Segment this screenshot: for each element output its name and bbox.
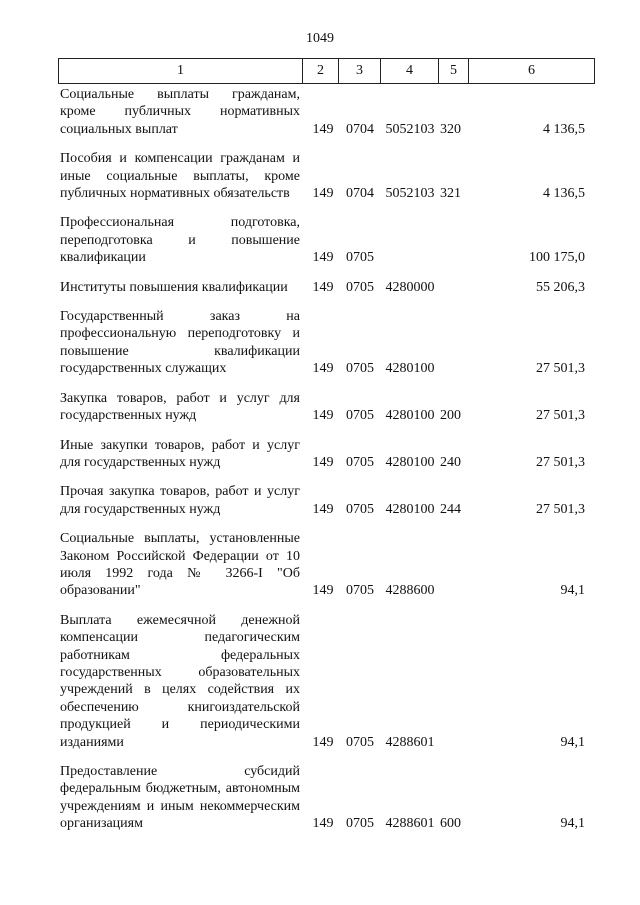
row-gr-code: 149 [312, 501, 334, 517]
row-gr-code: 149 [312, 816, 334, 832]
row-amount: 94,1 [560, 734, 585, 750]
header-col-3: 3 [339, 59, 381, 83]
row-amount: 100 175,0 [529, 250, 585, 266]
header-col-1: 1 [59, 59, 303, 83]
row-expense-type: 321 [440, 186, 461, 202]
table-row [60, 612, 600, 751]
row-name: Закупка товаров, работ и услуг для государственных нужд [60, 390, 300, 424]
row-expense-type: 244 [440, 501, 461, 517]
table-row [60, 279, 600, 296]
row-target-code: 4280100 [385, 408, 435, 424]
row-target-code: 5052103 [385, 121, 435, 137]
row-name: Иные закупки товаров, работ и услуг для государственных нужд [60, 437, 300, 470]
row-section-code: 0705 [346, 408, 374, 424]
row-section-code: 0705 [346, 816, 374, 832]
row-section-code: 0705 [346, 734, 374, 750]
row-amount: 94,1 [560, 583, 585, 599]
header-col-5: 5 [439, 59, 469, 83]
row-name: Социальные выплаты, установленные Законом Российской Федерации от 10 июля 1992 года № 3266-I "Об образовании" [60, 531, 300, 599]
row-gr-code: 149 [312, 408, 334, 424]
table-row [60, 150, 600, 202]
row-expense-type: 320 [440, 121, 461, 137]
row-target-code: 4280000 [385, 279, 435, 295]
row-amount: 27 501,3 [536, 408, 585, 424]
row-expense-type: 600 [440, 816, 461, 832]
table-row [60, 437, 600, 472]
row-name: Социальные выплаты гражданам, кроме публичных нормативных социальных выплат [60, 87, 300, 137]
row-gr-code: 149 [312, 279, 334, 295]
row-name: Государственный заказ на профессиональную переподготовку и повышение квалификации государственных служащих [60, 309, 300, 377]
table-row [60, 390, 600, 425]
header-col-4: 4 [381, 59, 439, 83]
table-body [60, 86, 600, 845]
row-amount: 27 501,3 [536, 454, 585, 470]
row-gr-code: 149 [312, 583, 334, 599]
table-header [58, 58, 595, 84]
table-row [60, 214, 600, 266]
row-name: Пособия и компенсации гражданам и иные социальные выплаты, кроме публичных нормативных обязательств [60, 151, 300, 202]
table-row [60, 483, 600, 518]
row-gr-code: 149 [312, 186, 334, 202]
row-amount: 4 136,5 [543, 186, 585, 202]
row-expense-type: 240 [440, 454, 461, 470]
header-col-6: 6 [528, 63, 535, 78]
row-gr-code: 149 [312, 454, 334, 470]
row-amount: 94,1 [560, 816, 585, 832]
page-number: 1049 [306, 31, 334, 46]
row-gr-code: 149 [312, 121, 334, 137]
row-name: Институты повышения квалификации [60, 279, 288, 295]
row-target-code: 4280100 [385, 361, 435, 377]
row-section-code: 0705 [346, 250, 374, 266]
row-gr-code: 149 [312, 250, 334, 266]
row-section-code: 0705 [346, 279, 374, 295]
table-row [60, 763, 600, 833]
row-section-code: 0705 [346, 361, 374, 377]
row-section-code: 0705 [346, 454, 374, 470]
row-name: Выплата ежемесячной денежной компенсации педагогическим работникам федеральных государственных образовательных учреждений в целях содействия их обеспечению книгоиздательской продукцией и периодическими изданиями [60, 612, 300, 750]
row-target-code: 4288601 [385, 816, 435, 832]
table-row [60, 86, 600, 138]
row-gr-code: 149 [312, 734, 334, 750]
row-target-code: 4288600 [385, 583, 435, 599]
row-name: Предоставление субсидий федеральным бюджетным, автономным учреждениям и иным некоммерческим организациям [60, 764, 300, 832]
row-amount: 4 136,5 [543, 121, 585, 137]
row-name: Прочая закупка товаров, работ и услуг для государственных нужд [60, 484, 300, 517]
row-target-code: 4288601 [385, 734, 435, 750]
row-target-code: 4280100 [385, 501, 435, 517]
row-section-code: 0704 [346, 121, 374, 137]
row-section-code: 0704 [346, 186, 374, 202]
row-name: Профессиональная подготовка, переподготовка и повышение квалификации [60, 215, 300, 266]
row-expense-type: 200 [440, 408, 461, 424]
row-target-code: 5052103 [385, 186, 435, 202]
row-amount: 55 206,3 [536, 279, 585, 295]
row-amount: 27 501,3 [536, 501, 585, 517]
table-row [60, 530, 600, 600]
row-section-code: 0705 [346, 501, 374, 517]
row-section-code: 0705 [346, 583, 374, 599]
row-amount: 27 501,3 [536, 361, 585, 377]
table-row [60, 308, 600, 378]
header-col-2: 2 [303, 59, 339, 83]
row-gr-code: 149 [312, 361, 334, 377]
row-target-code: 4280100 [385, 454, 435, 470]
